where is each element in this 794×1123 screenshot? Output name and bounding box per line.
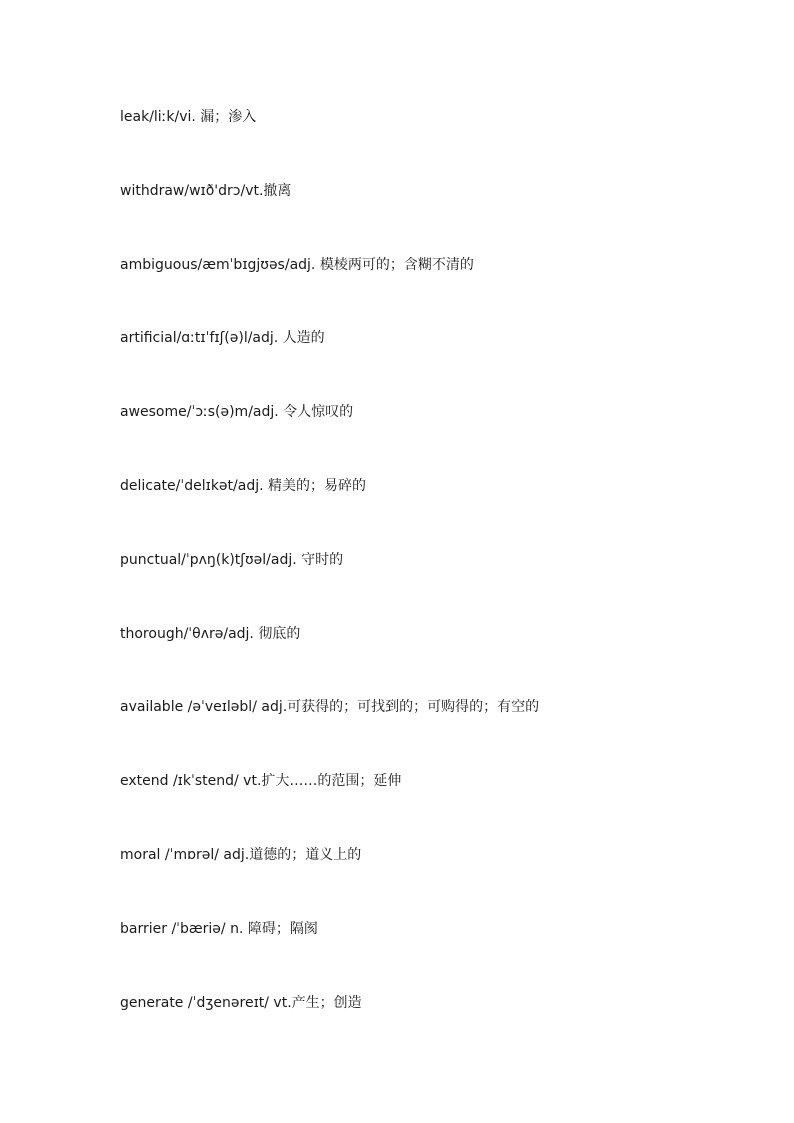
vocab-entry-withdraw: withdraw/wɪð'drɔ/vt.撤离 [120, 182, 292, 199]
vocab-entry-awesome: awesome/ˈɔːs(ə)m/adj. 令人惊叹的 [120, 404, 354, 421]
vocabulary-list [120, 106, 539, 1065]
vocab-entry-punctual: punctual/ˈpʌŋ(k)tʃʊəl/adj. 守时的 [120, 551, 344, 568]
vocab-entry-generate: generate /ˈdʒenəreɪt/ vt.产生；创造 [120, 994, 362, 1011]
vocab-entry-barrier: barrier /ˈbæriə/ n. 障碍；隔阂 [120, 920, 318, 937]
vocab-entry-leak: leak/liːk/vi. 漏；渗入 [120, 109, 257, 125]
vocab-entry-artificial: artificial/ɑːtɪˈfɪʃ(ə)l/adj. 人造的 [120, 330, 325, 347]
vocab-entry-ambiguous: ambiguous/æmˈbɪgjʊəs/adj. 模棱两可的；含糊不清的 [120, 256, 474, 273]
vocab-entry-available: available /əˈveɪləbl/ adj.可获得的；可找到的；可购得的；有空的 [120, 699, 540, 716]
vocab-entry-thorough: thorough/ˈθʌrə/adj. 彻底的 [120, 625, 301, 642]
vocab-entry-delicate: delicate/ˈdelɪkət/adj. 精美的；易碎的 [120, 477, 366, 494]
vocab-entry-moral: moral /ˈmɒrəl/ adj.道德的；道义上的 [120, 846, 362, 863]
vocab-entry-extend: extend /ɪkˈstend/ vt.扩大……的范围；延伸 [120, 773, 402, 790]
